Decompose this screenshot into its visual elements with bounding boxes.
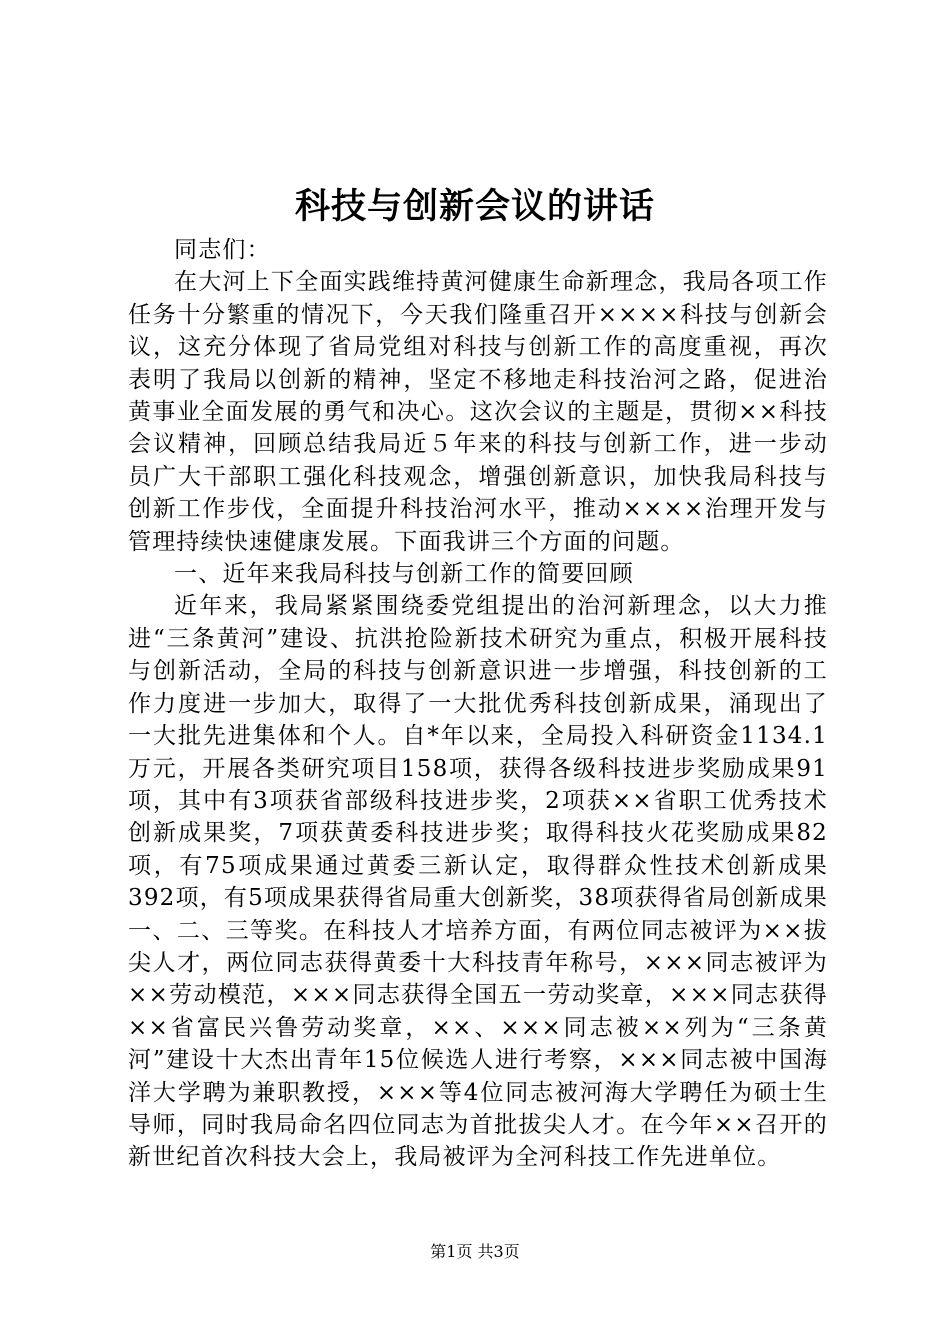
page-number: 第1页 共3页 [430, 1242, 520, 1261]
intro-paragraph: 在大河上下全面实践维持黄河健康生命新理念，我局各项工作任务十分繁重的情况下，今天我们隆重召开××××科技与创新会议，这充分体现了省局党组对科技与创新工作的高度重视，再次表明了我局以创新的精神，坚定不移地走科技治河之路，促进治黄事业全面发展的勇气和决心。这次会议的主题是，贯彻××科技会议精神，回顾总结我局近５年来的科技与创新工作，进一步动员广大干部职工强化科技观念，增强创新意识，加快我局科技与创新工作步伐，全面提升科技治河水平，推动××××治理开发与管理持续快速健康发展。下面我讲三个方面的问题。 [128, 269, 828, 555]
salutation: 同志们： [174, 237, 271, 263]
section-heading: 一、近年来我局科技与创新工作的简要回顾 [174, 561, 634, 588]
page-title: 科技与创新会议的讲话 [294, 186, 655, 227]
review-paragraph: 近年来，我局紧紧围绕委党组提出的治河新理念，以大力推进“三条黄河”建设、抗洪抢险新技术研究为重点，积极开展科技与创新活动，全局的科技与创新意识进一步增强，科技创新的工作力度进一步加大，取得了一大批优秀科技创新成果，涌现出了一大批先进集体和个人。自*年以来，全局投入科研资金1134.1万元，开展各类研究项目158项，获得各级科技进步奖励成果91项，其中有3项获省部级科技进步奖，2项获××省职工优秀技术创新成果奖，7项获黄委科技进步奖；取得科技火花奖励成果82项，有75项成果通过黄委三新认定，取得群众性技术创新成果392项，有5项成果获得省局重大创新奖，38项获得省局创新成果一、二、三等奖。在科技人才培养方面，有两位同志被评为××拔尖人才，两位同志获得黄委十大科技青年称号，×××同志被评为××劳动模范，×××同志获得全国五一劳动奖章，×××同志获得××省富民兴鲁劳动奖章，××、×××同志被××列为“三条黄河”建设十大杰出青年15位候选人进行考察，×××同志被中国海洋大学聘为兼职教授，×××等4位同志被河海大学聘任为硕士生导师，同时我局命名四位同志为首批拔尖人才。在今年××召开的新世纪首次科技大会上，我局被评为全河科技工作先进单位。 [128, 593, 828, 1171]
document-body [128, 234, 828, 1174]
